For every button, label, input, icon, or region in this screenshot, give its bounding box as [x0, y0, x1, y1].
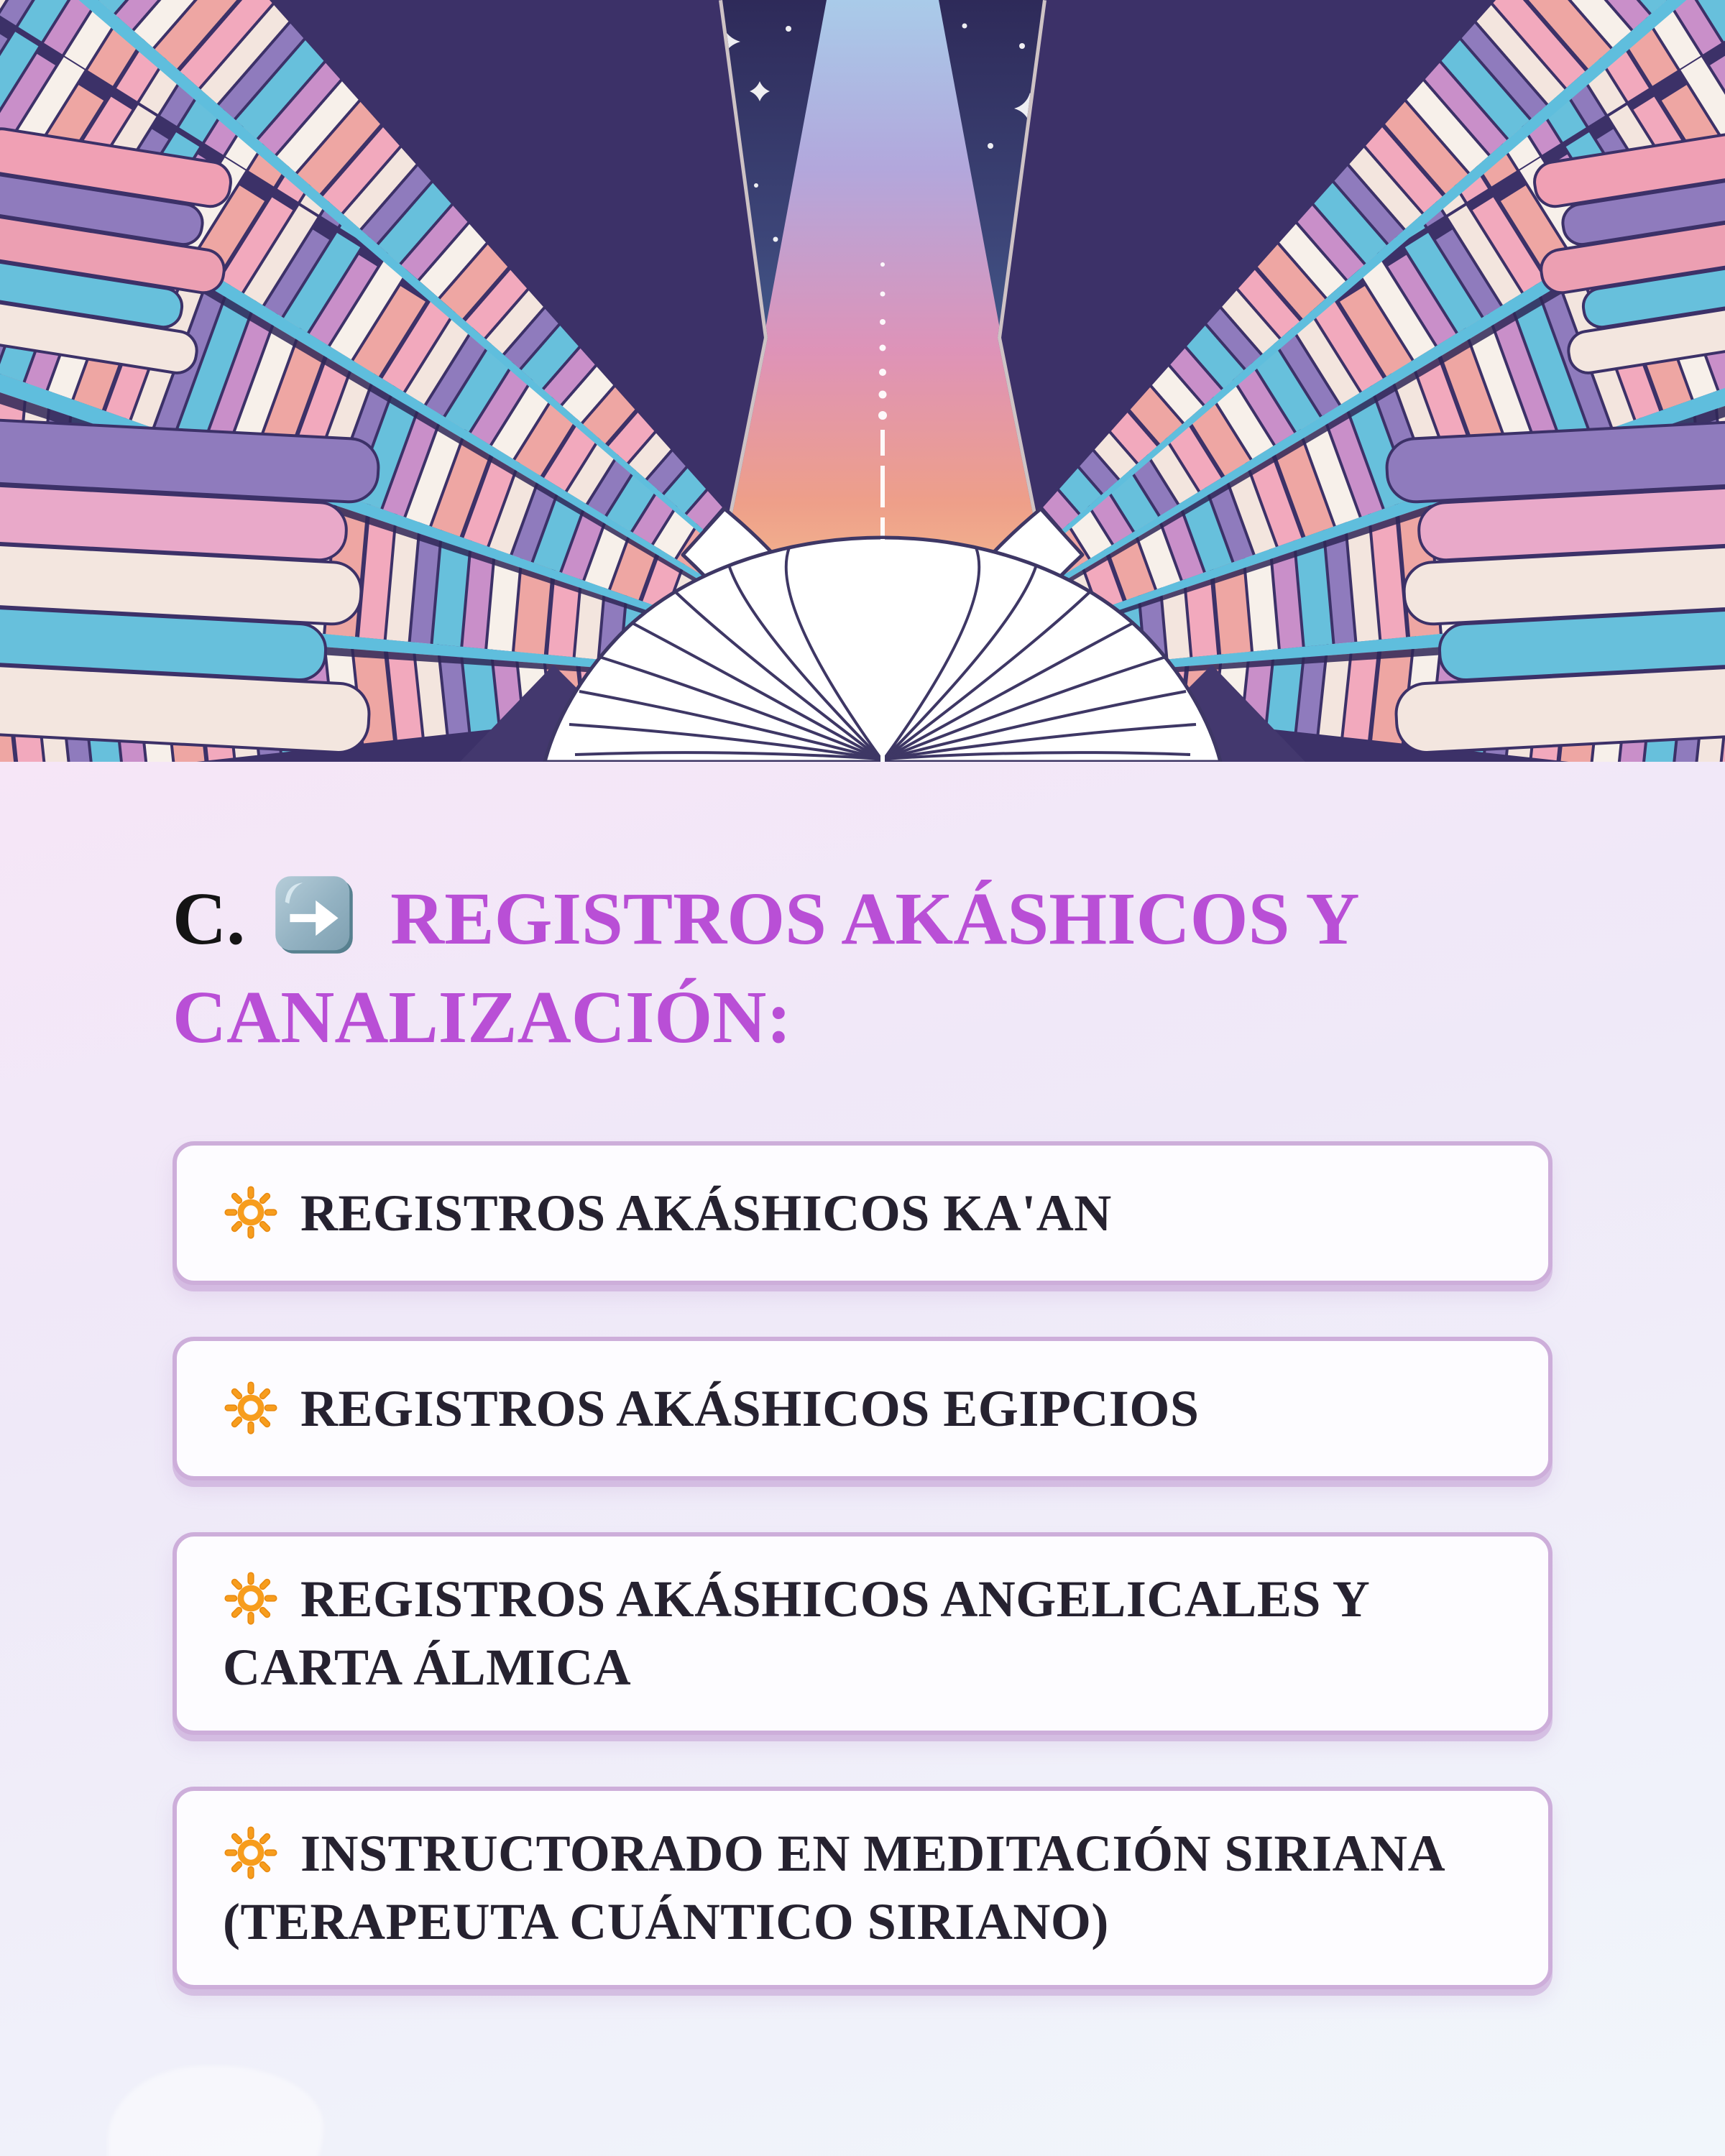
book-pile [0, 418, 383, 754]
library-aisle-art [0, 0, 1725, 762]
section-letter: C. [172, 877, 246, 960]
course-label: INSTRUCTORADO EN MEDITACIÓN SIRIANA (TERAPEUTA CUÁNTICO SIRIANO) [223, 1825, 1443, 1950]
course-item[interactable] [172, 1787, 1552, 1989]
course-label: REGISTROS AKÁSHICOS ANGELICALES Y CARTA ÁLMICA [223, 1570, 1368, 1696]
course-label: REGISTROS AKÁSHICOS KA'AN [300, 1184, 1112, 1242]
hero-illustration [0, 0, 1725, 762]
course-label: REGISTROS AKÁSHICOS EGIPCIOS [300, 1379, 1200, 1437]
page-title [172, 762, 1552, 1067]
sun-icon [223, 1184, 279, 1240]
page-title-text: REGISTROS AKÁSHICOS Y CANALIZACIÓN: [172, 877, 1357, 1059]
arrow-right-emoji-icon [274, 875, 354, 955]
sun-icon [223, 1570, 279, 1626]
content-section [0, 762, 1725, 1989]
course-list [172, 1141, 1552, 1989]
sun-icon [223, 1380, 279, 1436]
sun-icon [223, 1825, 279, 1881]
background-sheen [108, 2066, 323, 2156]
course-item[interactable] [172, 1532, 1552, 1735]
course-item[interactable] [172, 1141, 1552, 1285]
course-item[interactable] [172, 1337, 1552, 1480]
